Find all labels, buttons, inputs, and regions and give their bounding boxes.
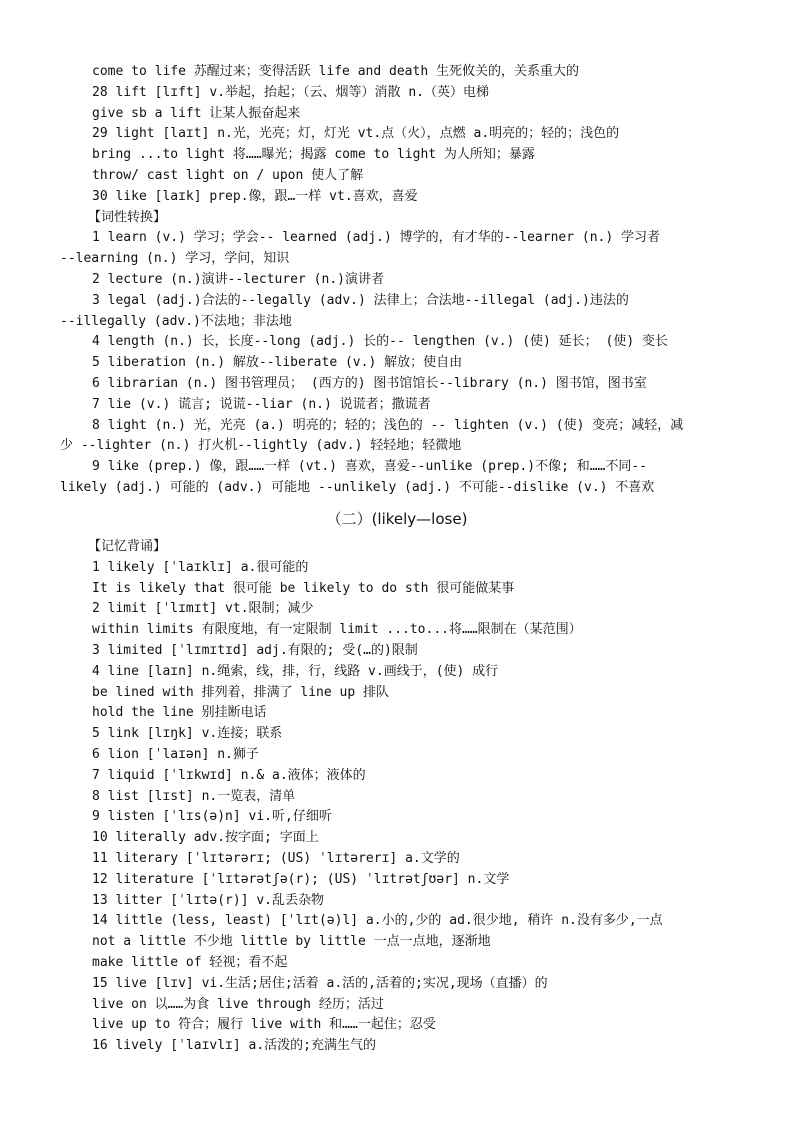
text-line: make little of 轻视；看不起: [92, 954, 288, 970]
text-line: within limits 有限度地，有一定限制 limit ...to...将……限制在（某范围）: [92, 622, 582, 638]
text-line: 29 light [laɪt] n.光，光亮；灯，灯光 vt.点（火），点燃 a.明亮的；轻的；浅色的: [92, 126, 620, 142]
text-line: 6 librarian (n.) 图书管理员； (西方的) 图书馆馆长--library (n.) 图书馆，图书室: [92, 375, 647, 391]
text-line: 9 like (prep.) 像，跟……一样 (vt.) 喜欢，喜爱--unlike (prep.)不像; 和……不同--: [92, 459, 648, 475]
text-line: hold the line 别挂断电话: [92, 705, 267, 721]
text-line: 4 line [laɪn] n.绳索，线，排，行，线路 v.画线于，(使) 成行: [92, 663, 499, 679]
text-line: 14 little (less, least) [ˈlɪt(ə)l] a.小的,少的 ad.很少地, 稍许 n.没有多少,一点: [92, 913, 663, 929]
text-line: 15 live [lɪv] vi.生活;居住;活着 a.活的,活着的;实况,现场（直播）的: [92, 975, 548, 991]
text-line: 7 lie (v.) 谎言; 说谎--liar (n.) 说谎者；撒谎者: [92, 396, 431, 412]
text-line: 3 legal (adj.)合法的--legally (adv.) 法律上；合法地--illegal (adj.)违法的: [92, 292, 629, 308]
section-two-title: （二）(likely—lose): [326, 510, 468, 528]
text-line: 10 literally adv.按字面; 字面上: [92, 830, 319, 846]
text-line: live up to 符合；履行 live with 和……一起住；忍受: [92, 1017, 436, 1033]
text-line: be lined with 排列着，排满了 line up 排队: [92, 684, 390, 700]
text-line: 28 lift [lɪft] v.举起，抬起；（云、烟等）消散 n.（英）电梯: [92, 84, 490, 100]
text-line: --illegally (adv.)不法地；非法地: [60, 313, 292, 329]
text-line: live on 以……为食 live through 经历；活过: [92, 996, 384, 1012]
text-line: It is likely that 很可能 be likely to do sth 很可能做某事: [92, 580, 515, 596]
text-line: 4 length (n.) 长，长度--long (adj.) 长的-- lengthen (v.) (使) 延长； (使) 变长: [92, 334, 668, 350]
text-line: 11 literary [ˈlɪtərərɪ; (US) ˈlɪtərerɪ] a.文学的: [92, 850, 460, 866]
text-line: not a little 不少地 little by little 一点一点地，逐渐地: [92, 934, 491, 950]
text-line: 1 learn (v.) 学习；学会-- learned (adj.) 博学的，有才华的--learner (n.) 学习者: [92, 230, 661, 246]
text-line: --learning (n.) 学习，学问，知识: [60, 251, 290, 267]
text-line: 12 literature [ˈlɪtərətʃə(r); (US) ˈlɪtrətʃʊər] n.文学: [92, 871, 510, 887]
text-line: 8 list [lɪst] n.一览表，清单: [92, 788, 296, 804]
text-line: bring ...to light 将……曝光；揭露 come to light 为人所知；暴露: [92, 147, 535, 163]
text-line: 5 liberation (n.) 解放--liberate (v.) 解放；使自由: [92, 355, 463, 371]
section-one-content: [60, 62, 750, 499]
text-line: likely (adj.) 可能的 (adv.) 可能地 --unlikely (adj.) 不可能--dislike (v.) 不喜欢: [60, 479, 655, 495]
text-line: 5 link [lɪŋk] v.连接；联系: [92, 726, 283, 742]
text-line: 6 lion [ˈlaɪən] n.狮子: [92, 746, 259, 762]
text-line: 7 liquid [ˈlɪkwɪd] n.& a.液体；液体的: [92, 767, 366, 783]
text-line: 1 likely [ˈlaɪklɪ] a.很可能的: [92, 559, 309, 575]
text-line: 2 limit [ˈlɪmɪt] vt.限制；减少: [92, 601, 314, 617]
text-line: 少 --lighter (n.) 打火机--lightly (adv.) 轻轻地；轻微地: [60, 438, 462, 454]
text-line: 2 lecture (n.)演讲--lecturer (n.)演讲者: [92, 271, 384, 287]
text-line: 30 like [laɪk] prep.像，跟…一样 vt.喜欢，喜爱: [92, 188, 418, 204]
section-header: 【记忆背诵】: [88, 539, 167, 554]
text-line: come to life 苏醒过来；变得活跃 life and death 生死攸关的，关系重大的: [92, 64, 579, 79]
section-two-content: [60, 537, 750, 1057]
text-line: throw/ cast light on / upon 使人了解: [92, 167, 364, 183]
text-line: 16 lively [ˈlaɪvlɪ] a.活泼的;充满生气的: [92, 1038, 377, 1054]
text-line: 13 litter [ˈlɪtə(r)] v.乱丢杂物: [92, 892, 325, 908]
text-line: 8 light (n.) 光，光亮 (a.) 明亮的；轻的；浅色的 -- lighten (v.) (使) 变亮；减轻，减: [92, 417, 684, 433]
text-line: 9 listen [ˈlɪs(ə)n] vi.听,仔细听: [92, 809, 332, 825]
section-header: 【词性转换】: [88, 209, 167, 225]
text-line: 3 limited [ˈlɪmɪtɪd] adj.有限的; 受(…的)限制: [92, 642, 418, 658]
text-line: give sb a lift 让某人振奋起来: [92, 105, 301, 121]
